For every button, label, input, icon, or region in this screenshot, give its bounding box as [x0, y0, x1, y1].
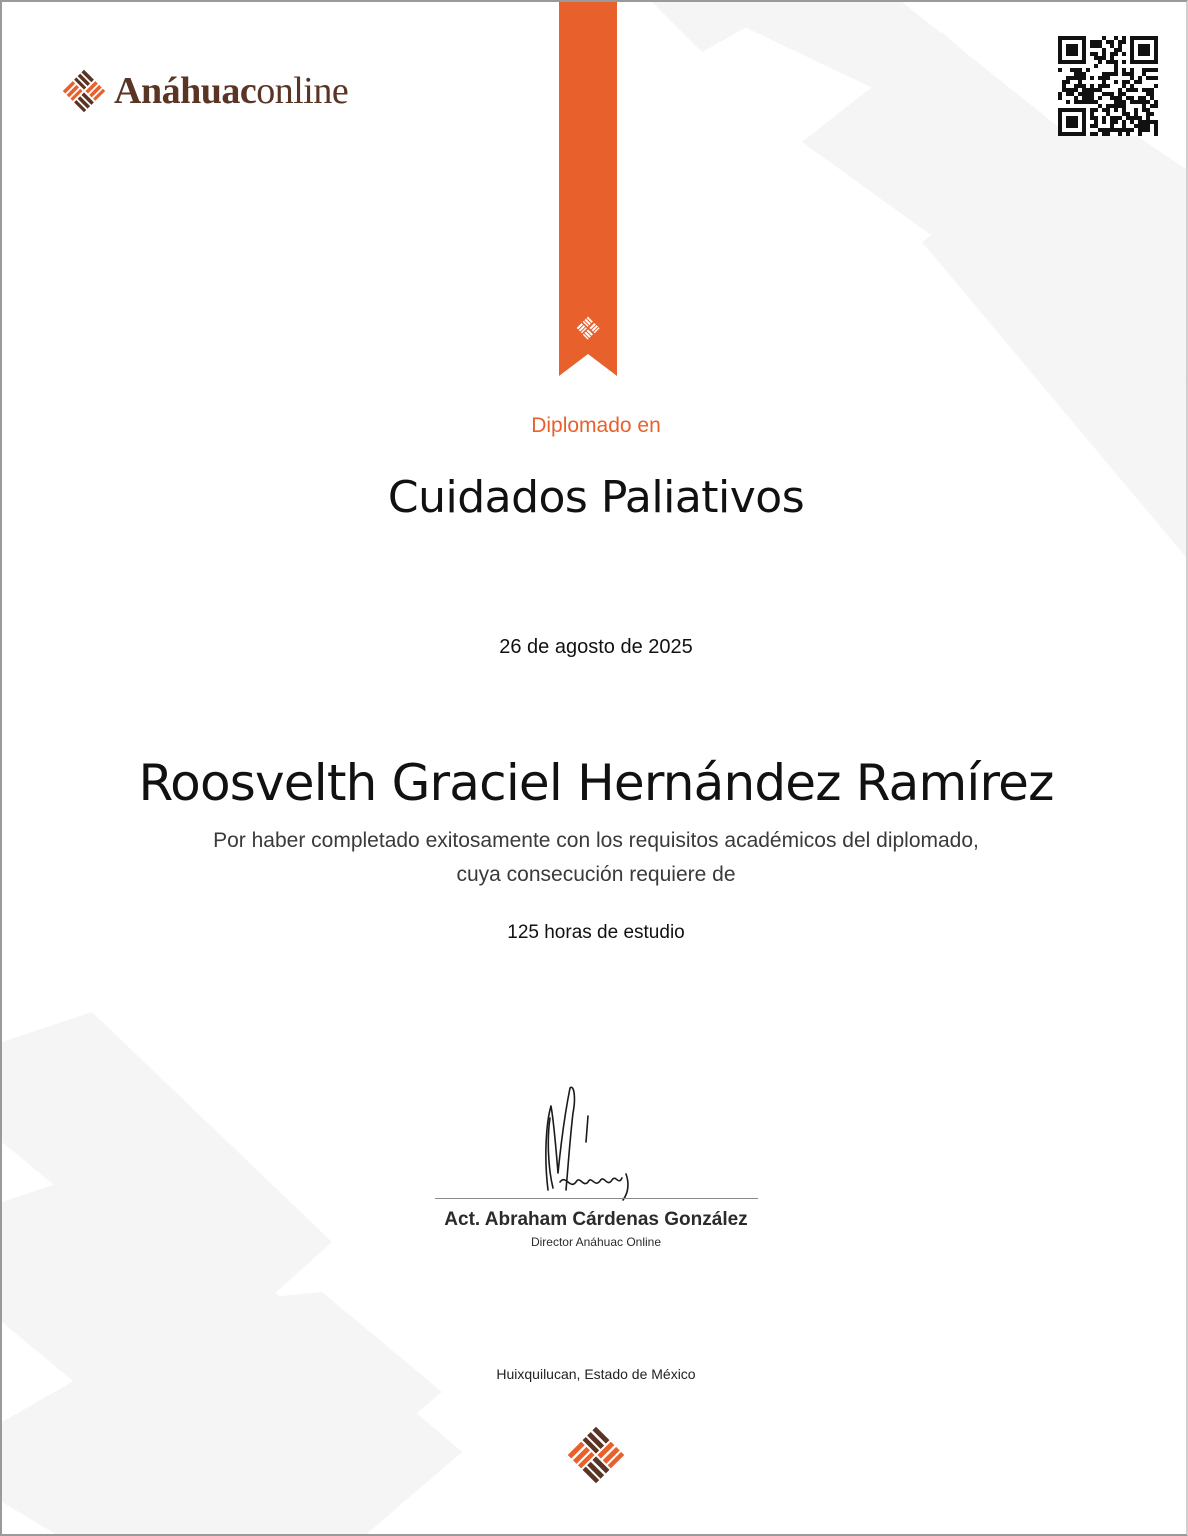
anahuac-woven-diamond-icon — [60, 67, 108, 115]
statement-line-2: cuya consecución requiere de — [456, 863, 736, 886]
qr-code-icon — [1058, 36, 1158, 136]
completion-statement — [2, 824, 1188, 892]
signature-line — [435, 1198, 758, 1199]
orange-ribbon — [559, 2, 617, 376]
course-title: Cuidados Paliativos — [387, 472, 805, 523]
statement-line-1: Por haber completado exitosamente con los requisitos académicos del diplomado, — [213, 829, 979, 852]
signatory-name: Act. Abraham Cárdenas González — [444, 1209, 748, 1230]
signatory-title: Director Anáhuac Online — [530, 1235, 662, 1249]
recipient-name: Roosvelth Graciel Hernández Ramírez — [138, 754, 1054, 812]
issue-date: 26 de agosto de 2025 — [499, 636, 693, 658]
logo-wordmark-light: online — [256, 70, 349, 112]
logo-wordmark-bold: Anáhuac — [114, 70, 257, 112]
study-hours: 125 horas de estudio — [507, 922, 685, 943]
issue-location: Huixquilucan, Estado de México — [496, 1366, 696, 1382]
handwritten-signature — [530, 1078, 640, 1202]
anahuac-footer-emblem-icon — [563, 1422, 629, 1488]
diploma-subtitle: Diplomado en — [531, 414, 661, 437]
brand-logo — [60, 64, 348, 118]
